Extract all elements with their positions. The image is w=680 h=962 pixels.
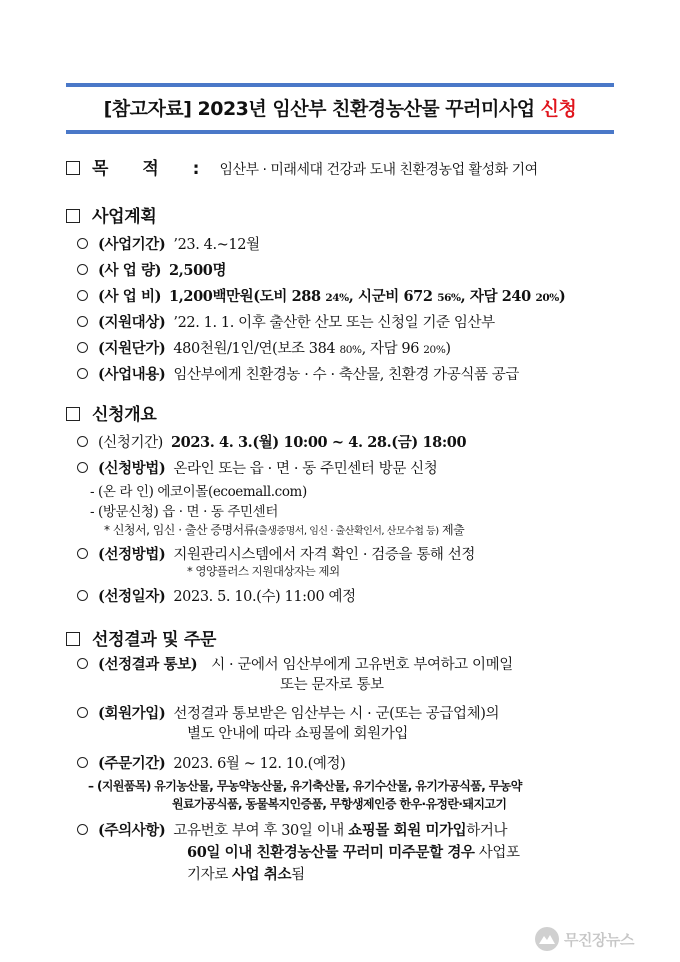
plan-content: (사업내용) 임산부에게 친환경농 · 수 · 축산물, 친환경 가공식품 공급 xyxy=(77,363,519,384)
result-join-line2: 별도 안내에 따라 쇼핑몰에 회원가입 xyxy=(187,726,408,742)
title-highlight: 신청 xyxy=(540,98,577,120)
plan-budget: (사 업 비) 1,200백만원(도비 288 24%, 시군비 672 56%, 자담 240 20%) xyxy=(77,285,565,306)
title-band xyxy=(66,83,614,134)
result-notify-line2: 또는 문자로 통보 xyxy=(280,677,384,693)
circle-bullet-icon xyxy=(77,368,88,379)
result-order: (주문기간) 2023. 6월 ~ 12. 10.(예정) xyxy=(77,752,345,773)
circle-bullet-icon xyxy=(77,658,88,669)
apply-selection-note: * 영양플러스 지원대상자는 제외 xyxy=(187,564,340,578)
result-items-line2: 원료가공식품, 동물복지인증품, 무항생제인증 한우·유정란·돼지고기 xyxy=(172,797,507,811)
circle-bullet-icon xyxy=(77,707,88,718)
apply-online: - (온 라 인) 에코이몰(ecoemall.com) xyxy=(90,484,307,500)
circle-bullet-icon xyxy=(77,436,88,447)
circle-bullet-icon xyxy=(77,548,88,559)
section-plan-heading: 사업계획 xyxy=(66,202,157,227)
circle-bullet-icon xyxy=(77,290,88,301)
plan-target: (지원대상) ’22. 1. 1. 이후 출산한 산모 또는 신청일 기준 임산부 xyxy=(77,311,495,332)
circle-bullet-icon xyxy=(77,824,88,835)
title-bottom-rule xyxy=(66,130,614,134)
circle-bullet-icon xyxy=(77,264,88,275)
apply-docs-note: * 신청서, 임신 · 출산 증명서류(출생증명서, 임신 · 출산확인서, 산모수첩 등) 제출 xyxy=(104,523,465,537)
apply-date: (선정일자) 2023. 5. 10.(수) 11:00 예정 xyxy=(77,585,356,606)
watermark-logo-icon xyxy=(534,926,560,952)
result-caution-line2: 60일 이내 친환경농산물 꾸러미 미주문할 경우 사업포 xyxy=(187,844,520,861)
plan-period: (사업기간) ’23. 4.~12월 xyxy=(77,233,260,254)
circle-bullet-icon xyxy=(77,590,88,601)
section-purpose xyxy=(66,154,538,179)
circle-bullet-icon xyxy=(77,316,88,327)
watermark xyxy=(534,924,674,954)
result-caution-line3: 기자로 사업 취소됨 xyxy=(187,866,305,883)
circle-bullet-icon xyxy=(77,462,88,473)
section-apply-heading: 신청개요 xyxy=(66,400,157,425)
apply-visit: - (방문신청) 읍 · 면 · 동 주민센터 xyxy=(90,504,278,520)
square-bullet-icon xyxy=(66,632,80,646)
result-notify: (선정결과 통보) 시 · 군에서 임산부에게 고유번호 부여하고 이메일 xyxy=(77,653,513,674)
result-join: (회원가입) 선정결과 통보받은 임산부는 시 · 군(또는 공급업체)의 xyxy=(77,702,499,723)
result-caution: (주의사항) 고유번호 부여 후 30일 이내 쇼핑몰 회원 미가입하거나 xyxy=(77,819,507,840)
plan-unit-price: (지원단가) 480천원/1인/연(보조 384 80%, 자담 96 20%) xyxy=(77,337,451,358)
watermark-text: 무진장뉴스 xyxy=(564,931,634,949)
plan-quantity: (사 업 량) 2,500명 xyxy=(77,259,226,280)
circle-bullet-icon xyxy=(77,342,88,353)
apply-selection: (선정방법) 지원관리시스템에서 자격 확인 · 검증을 통해 선정 xyxy=(77,543,475,564)
purpose-label: 목 적 : xyxy=(92,159,214,179)
square-bullet-icon xyxy=(66,161,80,175)
circle-bullet-icon xyxy=(77,757,88,768)
purpose-text: 임산부 · 미래세대 건강과 도내 친환경농업 활성화 기여 xyxy=(219,162,538,178)
section-result-heading: 선정결과 및 주문 xyxy=(66,625,216,650)
page-title: [참고자료] 2023년 임산부 친환경농산물 꾸러미사업 신청 xyxy=(103,98,577,120)
apply-period: (신청기간) 2023. 4. 3.(월) 10:00 ~ 4. 28.(금) 18:00 xyxy=(77,431,466,452)
circle-bullet-icon xyxy=(77,238,88,249)
title-top-rule xyxy=(66,83,614,87)
square-bullet-icon xyxy=(66,209,80,223)
apply-method: (신청방법) 온라인 또는 읍 · 면 · 동 주민센터 방문 신청 xyxy=(77,457,437,478)
square-bullet-icon xyxy=(66,407,80,421)
result-items-line1: – (지원품목) 유기농산물, 무농약농산물, 유기축산물, 유기수산물, 유기가공식품, 무농약 xyxy=(88,779,522,793)
